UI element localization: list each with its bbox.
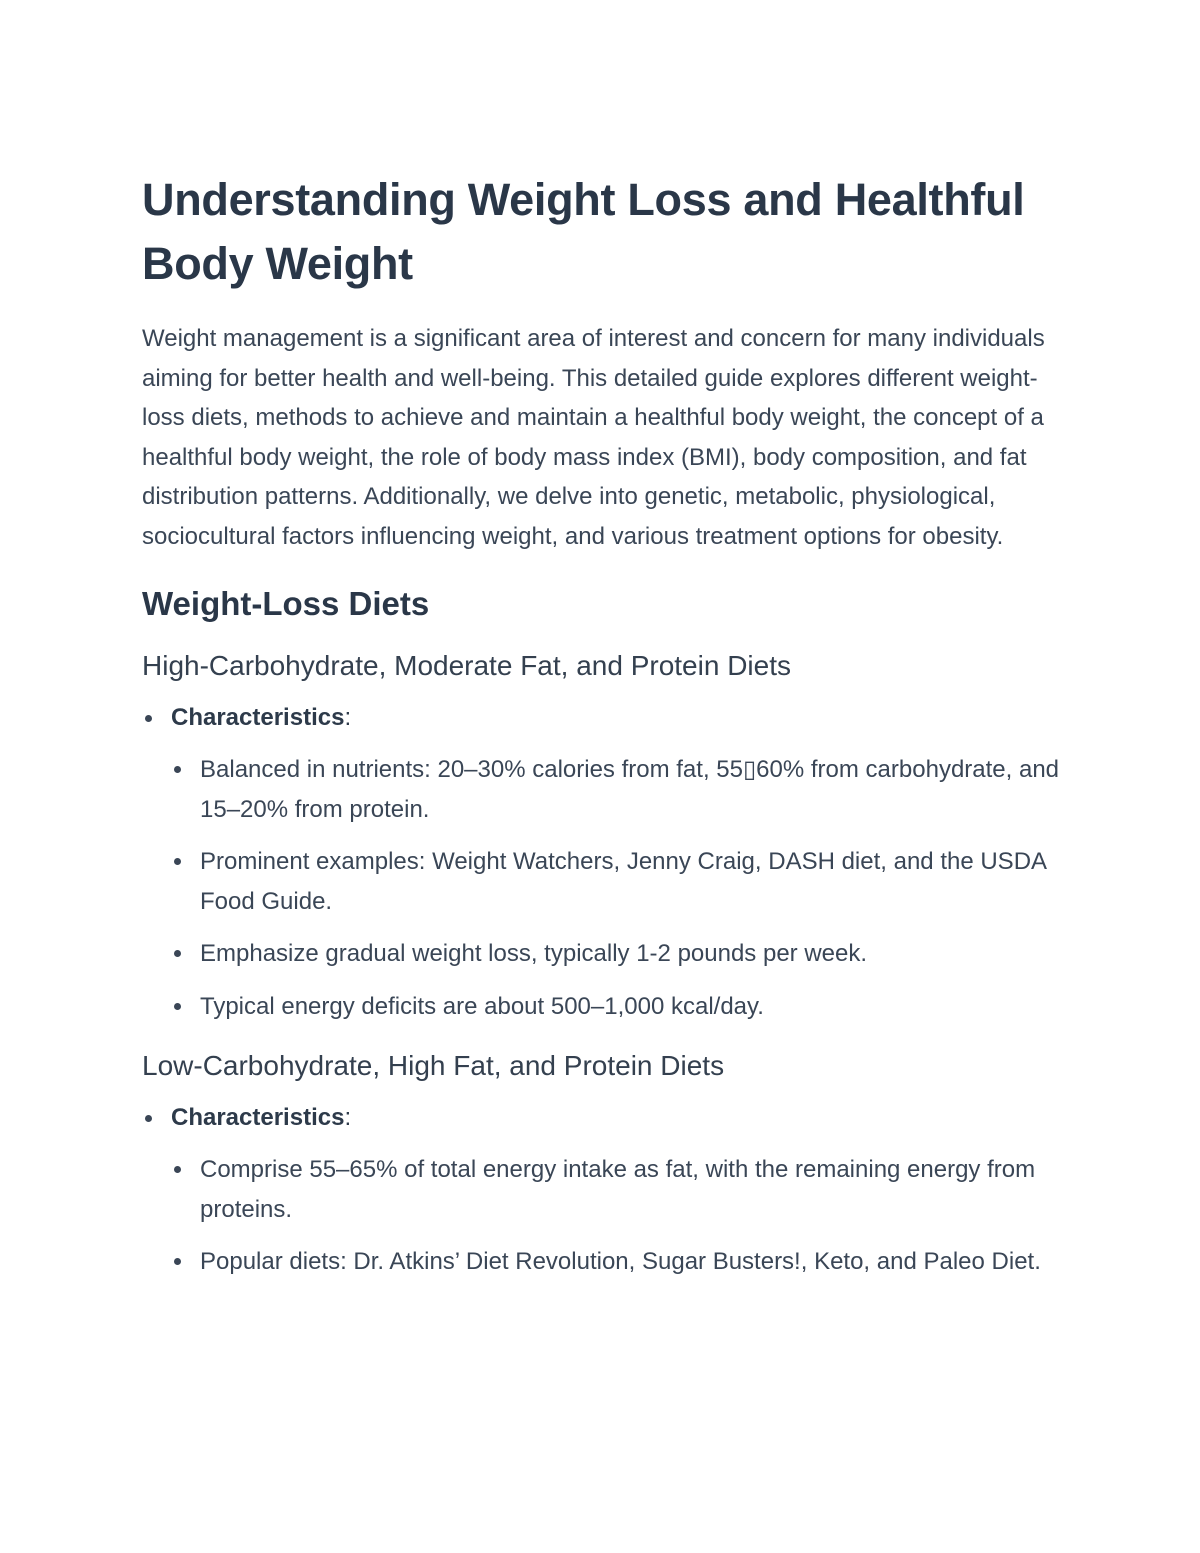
label-colon: : xyxy=(344,704,352,731)
bullet-icon xyxy=(174,1166,181,1173)
bullet-icon xyxy=(145,1115,152,1122)
list-item xyxy=(142,1098,1062,1282)
subsection-heading-high-carb: High-Carbohydrate, Moderate Fat, and Protein Diets xyxy=(142,650,791,681)
document-page xyxy=(142,168,1062,1282)
bullet-icon xyxy=(174,766,181,773)
characteristics-list xyxy=(142,1098,1062,1282)
list-item xyxy=(171,750,1062,829)
section-heading-weight-loss-diets: Weight-Loss Diets xyxy=(142,585,430,622)
list-item-text: Typical energy deficits are about 500–1,000 kcal/day. xyxy=(200,992,764,1020)
list-item-text: Comprise 55–65% of total energy intake as fat, with the remaining energy from proteins. xyxy=(200,1156,1036,1223)
bullet-icon xyxy=(174,1003,181,1010)
list-item xyxy=(171,987,1062,1027)
list-item xyxy=(171,1150,1062,1229)
intro-paragraph: Weight management is a significant area of interest and concern for many individuals aiming for better health and well-being. This detailed guide explores different weight-loss diets, methods to achieve and maintain a healthful body weight, the concept of a healthful body weight, the role of body mass index (BMI), body composition, and fat distribution patterns. Additionally, we delve into genetic, metabolic, physiological, sociocultural factors influencing weight, and various treatment options for obesity. xyxy=(142,325,1045,550)
subsection-heading-low-carb: Low-Carbohydrate, High Fat, and Protein Diets xyxy=(142,1050,725,1081)
list-item xyxy=(171,842,1062,921)
list-item-text: Prominent examples: Weight Watchers, Jenny Craig, DASH diet, and the USDA Food Guide. xyxy=(200,848,1046,915)
list-item xyxy=(171,934,1062,974)
bullet-icon xyxy=(174,950,181,957)
bullet-icon xyxy=(174,858,181,865)
bullet-icon xyxy=(145,715,152,722)
label-colon: : xyxy=(344,1104,352,1131)
list-item-text: Balanced in nutrients: 20–30% calories from fat, 55▯60% from carbohydrate, and 15–20% from protein. xyxy=(200,756,1060,823)
document-title: Understanding Weight Loss and Healthful Body Weight xyxy=(142,174,1025,289)
list-item xyxy=(142,698,1062,1026)
characteristics-label: Characteristics xyxy=(171,704,345,731)
characteristics-list xyxy=(142,698,1062,1026)
list-item-text: Emphasize gradual weight loss, typically 1-2 pounds per week. xyxy=(200,940,868,967)
list-item xyxy=(171,1242,1062,1282)
detail-list xyxy=(171,750,1062,1026)
detail-list xyxy=(171,1150,1062,1282)
characteristics-label: Characteristics xyxy=(171,1104,345,1131)
bullet-icon xyxy=(174,1258,181,1265)
list-item-text: Popular diets: Dr. Atkins’ Diet Revolution, Sugar Busters!, Keto, and Paleo Diet. xyxy=(200,1248,1041,1275)
